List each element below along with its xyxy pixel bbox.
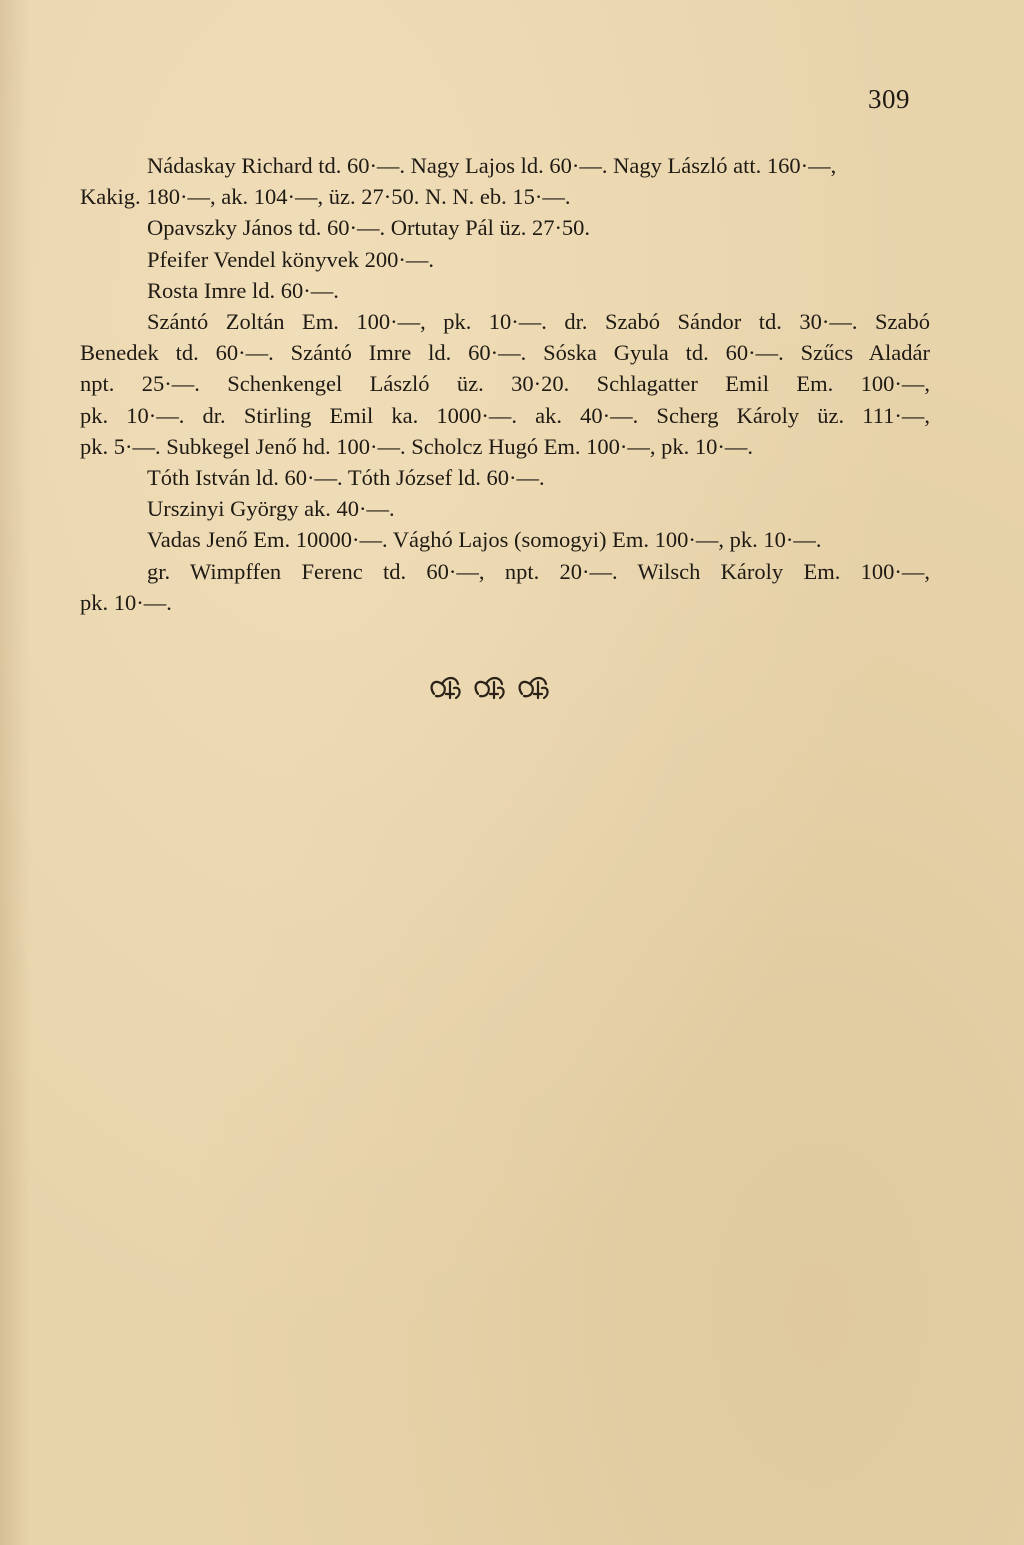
text-line: Rosta Imre ld. 60·—. <box>147 277 339 303</box>
text-body <box>80 150 930 618</box>
text-line: Tóth István ld. 60·—. Tóth József ld. 60·—. <box>147 465 545 491</box>
text-line: Urszinyi György ak. 40·—. <box>147 496 395 522</box>
text-line: Opavszky János td. 60·—. Ortutay Pál üz. 27·50. <box>147 215 591 241</box>
text-line: npt. 25·—. Schenkengel László üz. 30·20. Schlagatter Emil Em. 100·—, <box>80 371 930 397</box>
text-line: Pfeifer Vendel könyvek 200·—. <box>147 246 435 272</box>
text-line: Nádaskay Richard td. 60·—. Nagy Lajos ld. 60·—. Nagy László att. 160·—, <box>147 153 837 178</box>
text-line: Vadas Jenő Em. 10000·—. Vághó Lajos (somogyi) Em. 100·—, pk. 10·—. <box>147 527 822 553</box>
text-line: Szántó Zoltán Em. 100·—, pk. 10·—. dr. Szabó Sándor td. 30·—. Szabó <box>147 309 930 335</box>
text-line: pk. 5·—. Subkegel Jenő hd. 100·—. Scholcz Hugó Em. 100·—, pk. 10·—. <box>80 433 754 459</box>
page-number: 309 <box>868 84 910 114</box>
text-line: Kakig. 180·—, ak. 104·—, üz. 27·50. N. N. eb. 15·—. <box>80 184 571 210</box>
text-line: gr. Wimpffen Ferenc td. 60·—, npt. 20·—. Wilsch Károly Em. 100·—, <box>147 558 930 584</box>
text-line: pk. 10·—. <box>80 589 172 615</box>
fleuron-ornament-icon <box>424 668 564 704</box>
text-line: pk. 10·—. dr. Stirling Emil ka. 1000·—. ak. 40·—. Scherg Károly üz. 111·—, <box>80 402 930 428</box>
text-line: Benedek td. 60·—. Szántó Imre ld. 60·—. Sóska Gyula td. 60·—. Szűcs Aladár <box>80 340 930 366</box>
